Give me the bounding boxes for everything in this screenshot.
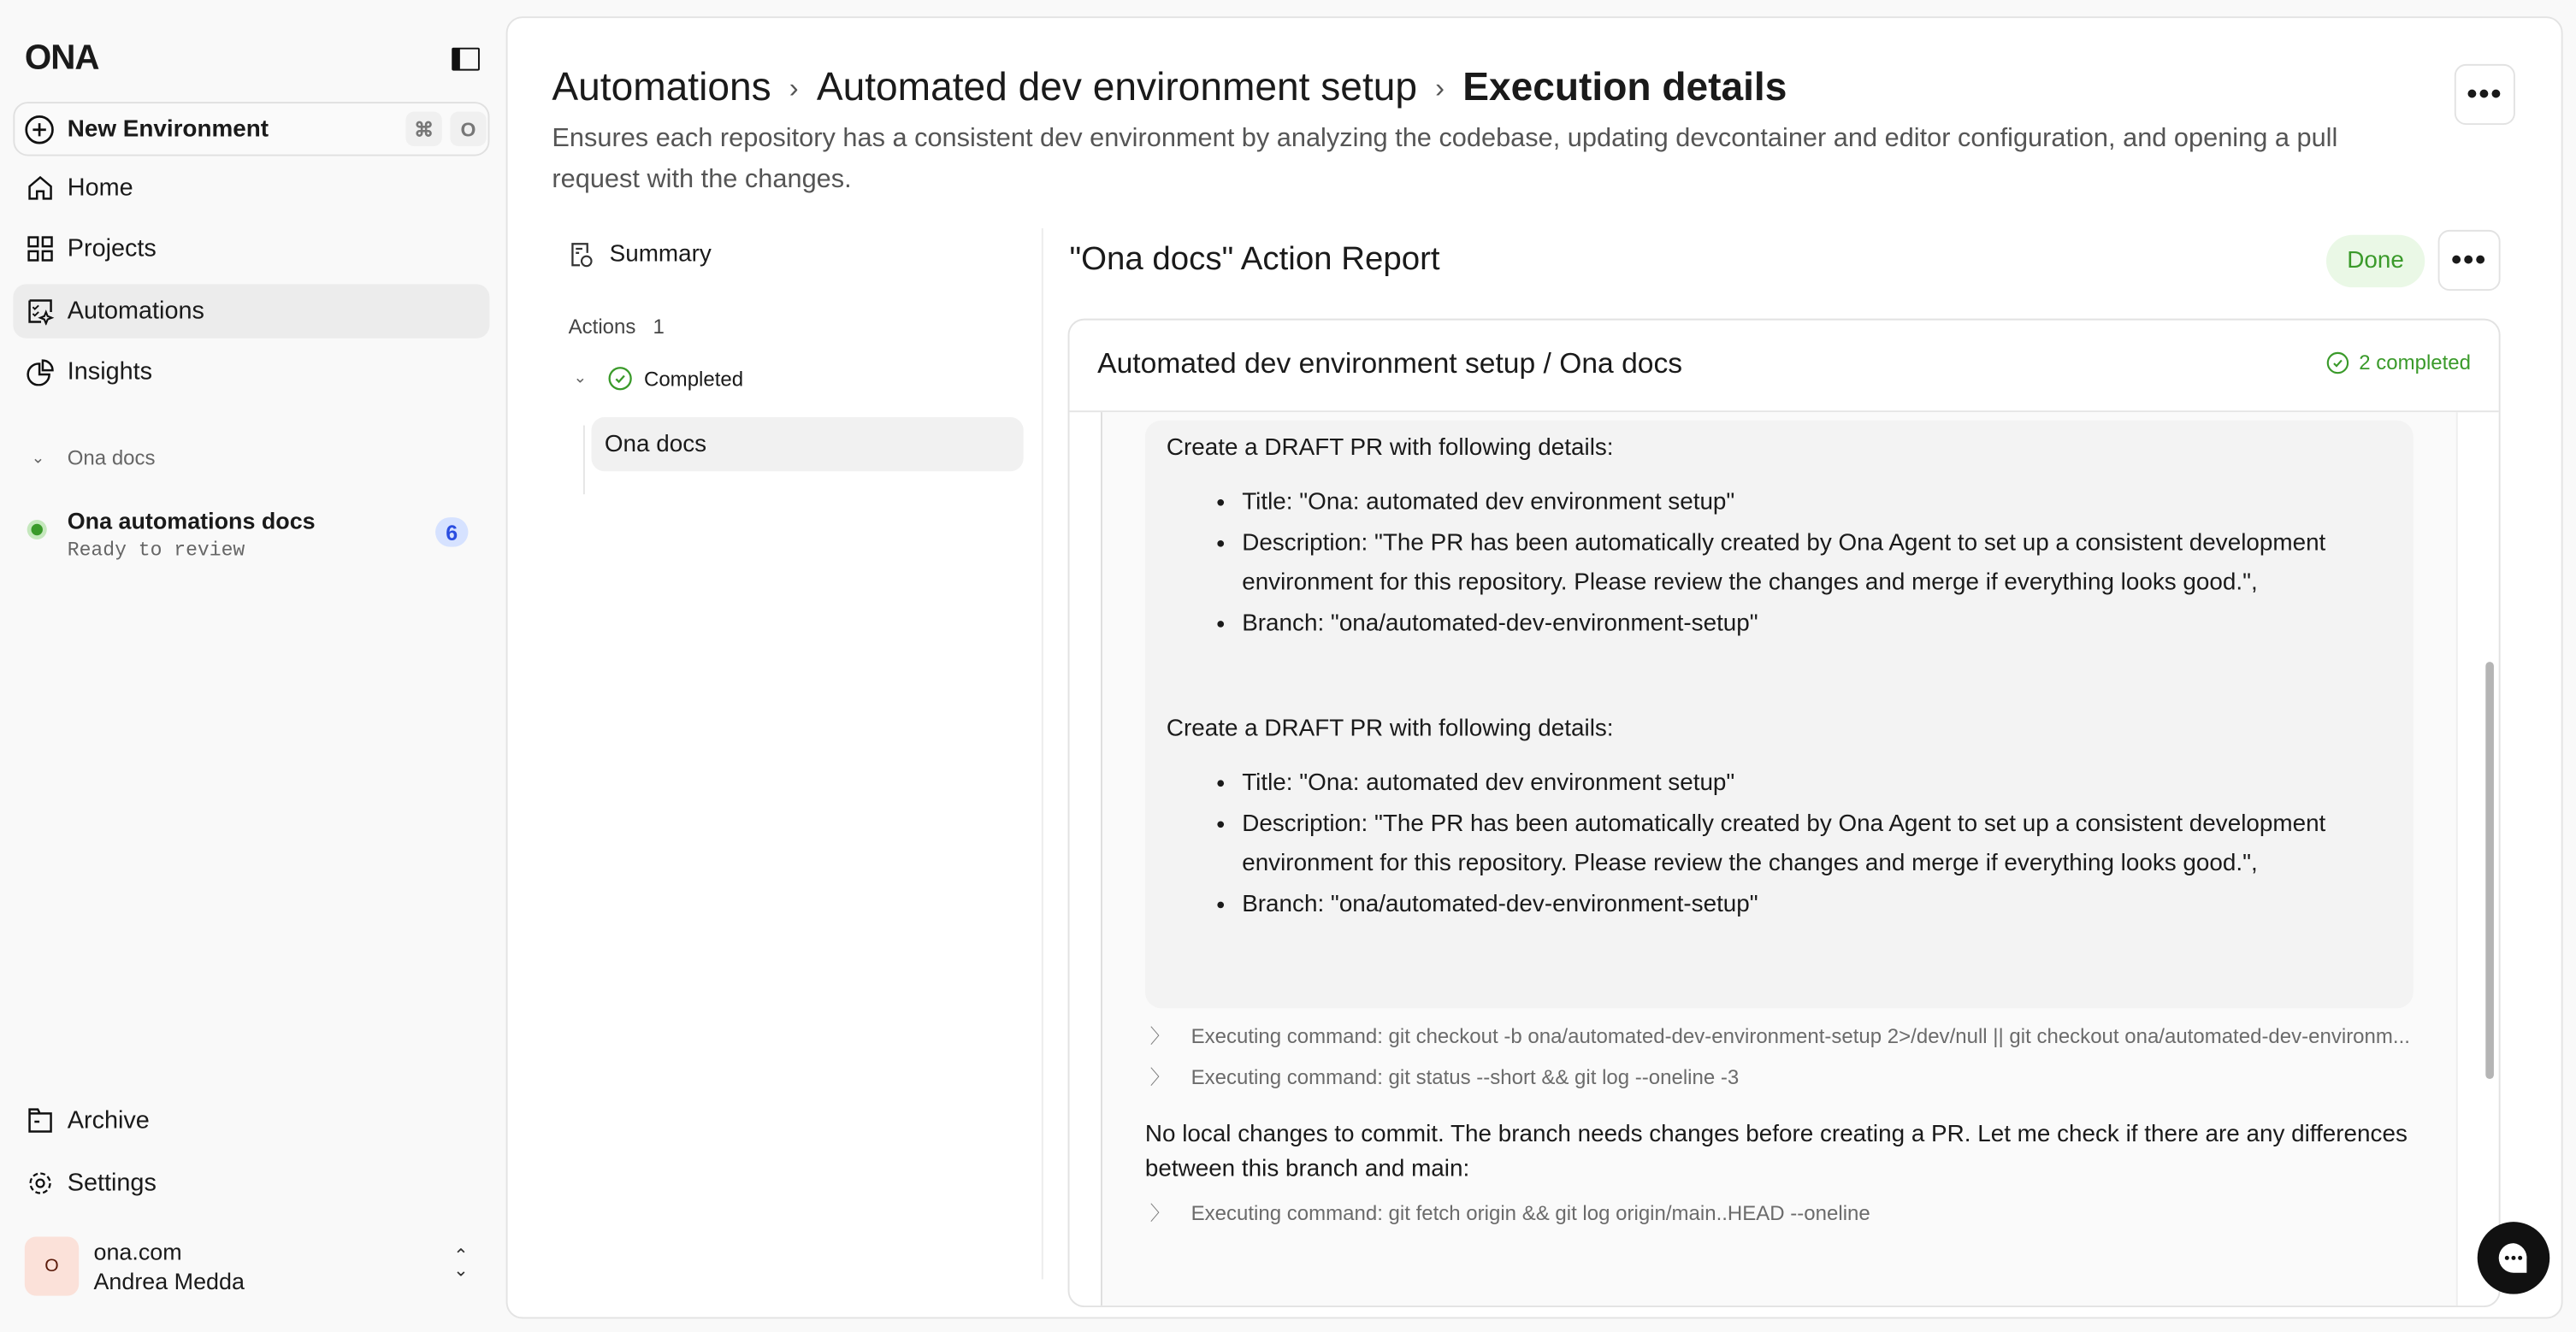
chevron-right-icon: 〉: [1149, 1202, 1170, 1225]
chevron-down-icon: ⌄: [31, 449, 45, 468]
pr-bullet: • Branch: "ona/automated-dev-environment-setup": [1242, 885, 2382, 924]
actions-count: 1: [653, 315, 665, 339]
sidebar-item-automations[interactable]: [13, 284, 489, 338]
plus-circle-icon: [25, 115, 55, 144]
user-name: Andrea Medda: [93, 1267, 245, 1294]
environment-status: Ready to review: [67, 539, 245, 562]
pr-bullet: • Title: "Ona: automated dev environment setup": [1242, 763, 2382, 803]
home-icon: [27, 174, 55, 203]
completed-label: Completed: [643, 367, 744, 391]
group-ona-docs[interactable]: [31, 446, 155, 469]
command-row[interactable]: [1150, 1199, 1870, 1227]
tree-line: [583, 426, 585, 495]
grid-icon: [27, 235, 55, 263]
status-badge: Done: [2326, 235, 2425, 287]
chevron-right-icon: ›: [1435, 72, 1445, 104]
chevron-right-icon: 〉: [1149, 1024, 1170, 1048]
action-item-label: Ona docs: [604, 431, 707, 457]
divider: [1042, 228, 1043, 1279]
command-text: Executing command: git checkout -b ona/automated-dev-environment-setup 2>/dev/null || git checkout ona/automated-dev-environm...: [1191, 1023, 2410, 1047]
report-title: "Ona docs" Action Report: [1069, 241, 1440, 278]
sidebar-item-label: Insights: [67, 357, 153, 386]
page-description: Ensures each repository has a consistent dev environment by analyzing the codebase, updating devcontainer and editor configuration, and opening a pull request with the changes.: [552, 124, 2338, 193]
pr-bullet: • Branch: "ona/automated-dev-environment-setup": [1242, 604, 2382, 644]
pr-bullet: • Title: "Ona: automated dev environment setup": [1242, 483, 2382, 522]
chat-button[interactable]: [2478, 1222, 2550, 1294]
pr-intro: Create a DRAFT PR with following details:: [1166, 435, 1614, 462]
chat-icon: [2496, 1240, 2532, 1276]
summary-link[interactable]: [570, 241, 712, 268]
main-panel: [506, 16, 2563, 1318]
avatar: O: [25, 1236, 79, 1295]
gear-icon: [27, 1170, 55, 1198]
pr-details-box: [1145, 421, 2414, 1009]
breadcrumb: [552, 66, 1787, 112]
summary-label: Summary: [609, 241, 712, 268]
check-circle-icon: [608, 366, 633, 391]
card-title: Automated dev environment setup / Ona docs: [1097, 346, 1683, 380]
sidebar-item-archive[interactable]: [13, 1093, 489, 1147]
pr-intro: Create a DRAFT PR with following details:: [1166, 716, 1614, 743]
agent-message: No local changes to commit. The branch needs changes before creating a PR. Let me check if there are any differences between this branch and main:: [1144, 1121, 2408, 1183]
automations-icon: [27, 298, 55, 326]
more-options-button[interactable]: [2455, 64, 2515, 125]
actions-label: Actions: [568, 315, 636, 339]
chevron-right-icon: 〉: [1149, 1065, 1170, 1089]
account-switcher[interactable]: [25, 1236, 485, 1299]
sidebar-item-label: Home: [67, 174, 133, 203]
sidebar-item-label: Projects: [67, 234, 157, 263]
pie-chart-icon: [27, 358, 55, 386]
logo: ONA: [24, 39, 99, 78]
org-name: ona.com: [93, 1238, 182, 1265]
sidebar-item-settings[interactable]: [13, 1156, 489, 1210]
completed-group[interactable]: [573, 366, 743, 391]
toggle-sidebar-icon[interactable]: [452, 48, 480, 71]
breadcrumb-automations[interactable]: Automations: [552, 65, 771, 110]
card-status: [2326, 351, 2471, 374]
chevron-right-icon: ›: [789, 72, 799, 104]
sidebar-item-label: Archive: [67, 1106, 150, 1135]
scrollbar[interactable]: [2485, 662, 2494, 1079]
status-dot-icon: [31, 524, 42, 535]
card-header: [1070, 321, 2499, 413]
sidebar-item-insights[interactable]: [13, 345, 489, 398]
page-title: Execution details: [1462, 65, 1787, 110]
card-status-label: 2 completed: [2359, 351, 2472, 374]
more-icon: •••: [2467, 77, 2503, 110]
pr-block: [1167, 435, 2382, 645]
command-text: Executing command: git fetch origin && git log origin/main..HEAD --oneline: [1191, 1201, 1870, 1225]
chevron-updown-icon: ⌃ ⌄: [453, 1246, 469, 1282]
environment-item[interactable]: [23, 506, 483, 565]
pr-block: [1167, 716, 2382, 927]
new-environment-button[interactable]: [13, 102, 489, 156]
actions-heading: [569, 315, 665, 339]
command-text: Executing command: git status --short && git log --oneline -3: [1191, 1064, 1740, 1088]
pr-bullet: • Description: "The PR has been automatically created by Ona Agent to set up a consistent development environment for this repository. Please review the changes and merge if everything looks good.",: [1242, 805, 2382, 883]
count-badge: 6: [435, 517, 468, 547]
check-circle-icon: [2326, 351, 2349, 374]
sidebar-item-projects[interactable]: [13, 221, 489, 275]
group-label: Ona docs: [67, 446, 156, 470]
new-environment-label: New Environment: [67, 115, 269, 143]
command-row[interactable]: [1150, 1022, 2410, 1050]
command-row[interactable]: [1150, 1063, 1740, 1091]
shortcut-cmd: ⌘: [405, 112, 441, 146]
environment-name: Ona automations docs: [67, 507, 316, 534]
sidebar-item-label: Automations: [67, 297, 204, 326]
chevron-down-icon: ⌄: [573, 369, 588, 388]
action-item-ona-docs[interactable]: [592, 417, 1024, 471]
pr-bullet: • Description: "The PR has been automatically created by Ona Agent to set up a consistent development environment for this repository. Please review the changes and merge if everything looks good.",: [1242, 524, 2382, 603]
sidebar-item-label: Settings: [67, 1169, 157, 1198]
archive-icon: [27, 1107, 55, 1135]
breadcrumb-automation[interactable]: Automated dev environment setup: [816, 65, 1418, 110]
shortcut-key: O: [450, 112, 486, 146]
summary-icon: [570, 241, 594, 268]
report-more-button[interactable]: [2438, 230, 2501, 291]
sidebar-item-home[interactable]: [13, 161, 489, 215]
more-icon: •••: [2451, 243, 2488, 276]
